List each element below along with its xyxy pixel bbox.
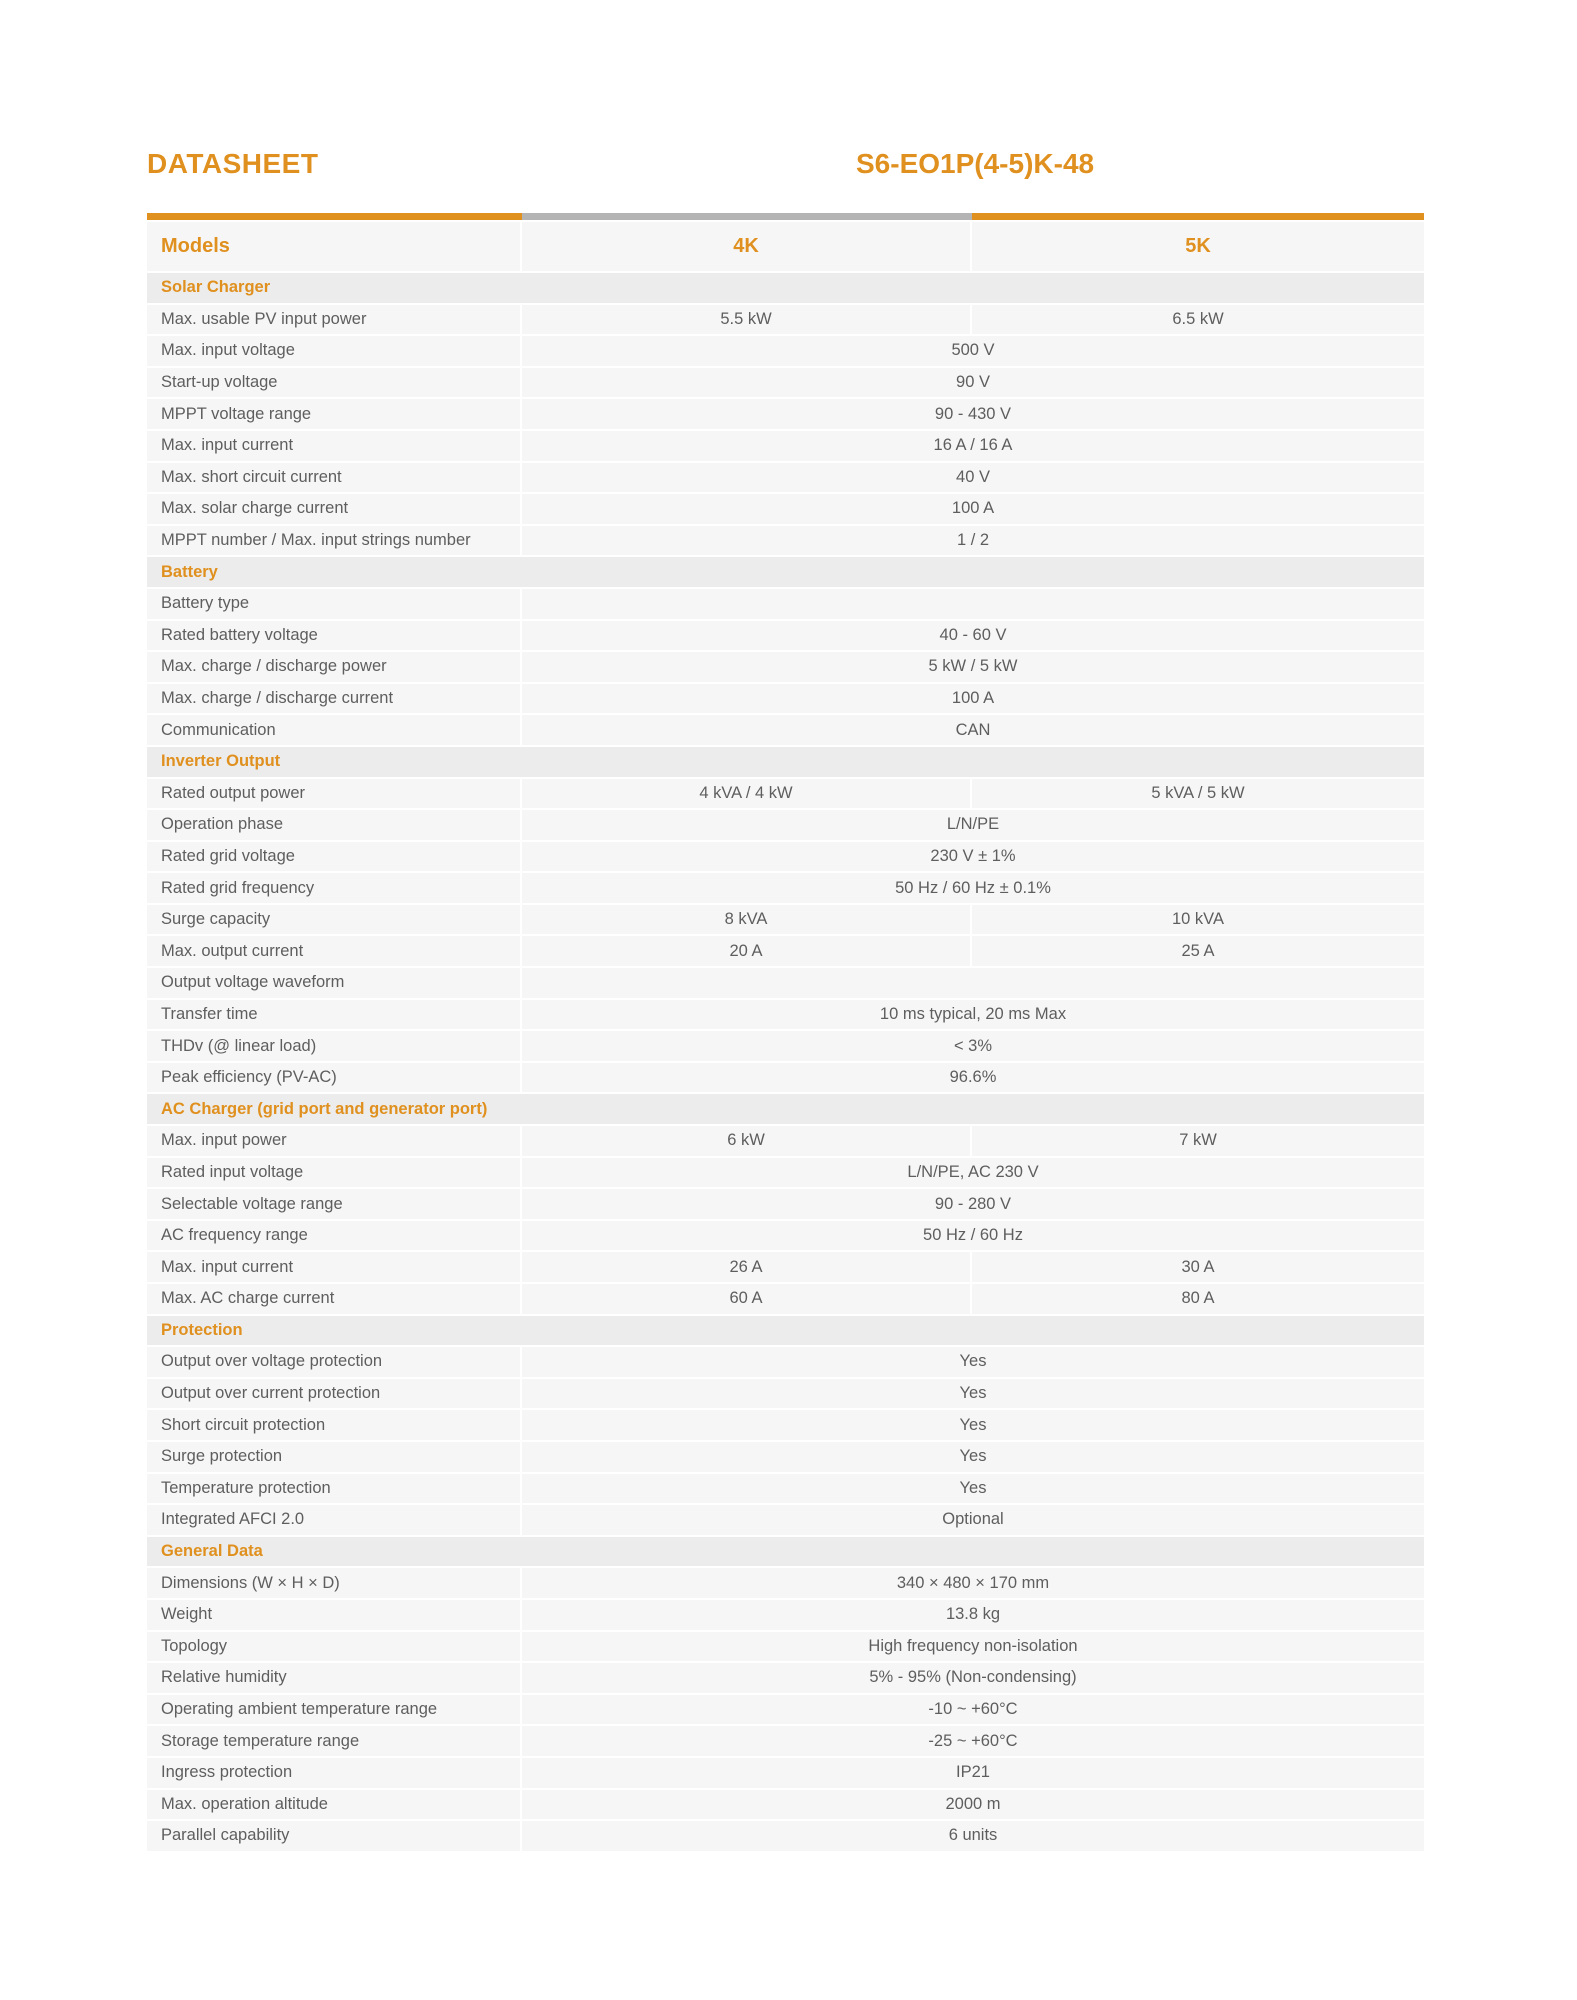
spec-label: Max. input voltage xyxy=(147,336,522,366)
section-header-row xyxy=(147,747,1424,779)
spec-value-shared: 16 A / 16 A xyxy=(522,431,1424,461)
spec-value-shared xyxy=(522,968,1424,998)
spec-row xyxy=(147,621,1424,653)
spec-value-shared: 10 ms typical, 20 ms Max xyxy=(522,1000,1424,1030)
spec-row xyxy=(147,589,1424,621)
models-label: Models xyxy=(147,222,522,271)
spec-row xyxy=(147,905,1424,937)
header-accent-bar xyxy=(147,213,1424,220)
spec-label: Ingress protection xyxy=(147,1758,522,1788)
spec-label: Dimensions (W × H × D) xyxy=(147,1568,522,1598)
spec-value-shared: Yes xyxy=(522,1379,1424,1409)
section-title: Battery xyxy=(147,557,1424,587)
spec-row xyxy=(147,368,1424,400)
spec-label: Max. short circuit current xyxy=(147,463,522,493)
spec-row xyxy=(147,1790,1424,1822)
spec-row xyxy=(147,1158,1424,1190)
spec-label: Parallel capability xyxy=(147,1821,522,1851)
spec-label: MPPT number / Max. input strings number xyxy=(147,526,522,556)
spec-value-4k: 26 A xyxy=(522,1252,972,1282)
spec-value-shared: Yes xyxy=(522,1442,1424,1472)
spec-row xyxy=(147,1063,1424,1095)
spec-label: Max. output current xyxy=(147,936,522,966)
spec-value-shared: Yes xyxy=(522,1474,1424,1504)
spec-row xyxy=(147,1726,1424,1758)
spec-value-5k: 80 A xyxy=(972,1284,1424,1314)
spec-value-shared: 340 × 480 × 170 mm xyxy=(522,1568,1424,1598)
section-header-row xyxy=(147,273,1424,305)
models-row xyxy=(147,222,1424,273)
spec-label: Operation phase xyxy=(147,810,522,840)
spec-value-shared: IP21 xyxy=(522,1758,1424,1788)
spec-label: Max. input current xyxy=(147,431,522,461)
spec-value-4k: 8 kVA xyxy=(522,905,972,935)
spec-row xyxy=(147,968,1424,1000)
spec-row xyxy=(147,494,1424,526)
spec-row xyxy=(147,1695,1424,1727)
spec-value-4k: 5.5 kW xyxy=(522,305,972,335)
section-header-row xyxy=(147,1316,1424,1348)
spec-value-5k: 10 kVA xyxy=(972,905,1424,935)
model-4k-header: 4K xyxy=(522,222,972,271)
spec-label: Max. input current xyxy=(147,1252,522,1282)
spec-row xyxy=(147,1663,1424,1695)
spec-value-shared: 90 - 280 V xyxy=(522,1189,1424,1219)
spec-row xyxy=(147,1505,1424,1537)
spec-label: Max. solar charge current xyxy=(147,494,522,524)
spec-row xyxy=(147,1031,1424,1063)
spec-label: Output voltage waveform xyxy=(147,968,522,998)
spec-row xyxy=(147,1821,1424,1853)
datasheet-title: DATASHEET xyxy=(147,148,319,179)
spec-value-shared xyxy=(522,589,1424,619)
spec-label: Max. charge / discharge power xyxy=(147,652,522,682)
spec-row xyxy=(147,936,1424,968)
spec-row xyxy=(147,1632,1424,1664)
spec-label: Selectable voltage range xyxy=(147,1189,522,1219)
spec-label: Start-up voltage xyxy=(147,368,522,398)
section-header-row xyxy=(147,557,1424,589)
spec-row xyxy=(147,1284,1424,1316)
section-title: AC Charger (grid port and generator port) xyxy=(147,1094,1424,1124)
accent-bar-orange-left xyxy=(147,213,522,220)
spec-row xyxy=(147,399,1424,431)
spec-label: Weight xyxy=(147,1600,522,1630)
spec-label: Output over current protection xyxy=(147,1379,522,1409)
spec-label: Battery type xyxy=(147,589,522,619)
spec-row xyxy=(147,1474,1424,1506)
spec-value-5k: 25 A xyxy=(972,936,1424,966)
spec-label: Transfer time xyxy=(147,1000,522,1030)
spec-value-shared: < 3% xyxy=(522,1031,1424,1061)
spec-value-shared: 5% - 95% (Non-condensing) xyxy=(522,1663,1424,1693)
spec-row xyxy=(147,1758,1424,1790)
spec-value-shared: 2000 m xyxy=(522,1790,1424,1820)
spec-value-shared: 90 V xyxy=(522,368,1424,398)
spec-value-4k: 20 A xyxy=(522,936,972,966)
spec-label: Short circuit protection xyxy=(147,1410,522,1440)
spec-label: Max. AC charge current xyxy=(147,1284,522,1314)
spec-value-shared: Yes xyxy=(522,1410,1424,1440)
spec-value-shared: CAN xyxy=(522,715,1424,745)
spec-value-5k: 7 kW xyxy=(972,1126,1424,1156)
model-5k-header: 5K xyxy=(972,222,1424,271)
section-title: Inverter Output xyxy=(147,747,1424,777)
spec-label: Rated input voltage xyxy=(147,1158,522,1188)
spec-row xyxy=(147,1600,1424,1632)
spec-value-shared: 40 - 60 V xyxy=(522,621,1424,651)
spec-value-shared: -10 ~ +60°C xyxy=(522,1695,1424,1725)
section-title: General Data xyxy=(147,1537,1424,1567)
spec-value-shared: L/N/PE xyxy=(522,810,1424,840)
spec-value-4k: 6 kW xyxy=(522,1126,972,1156)
spec-value-shared: 50 Hz / 60 Hz ± 0.1% xyxy=(522,873,1424,903)
spec-value-shared: 5 kW / 5 kW xyxy=(522,652,1424,682)
spec-value-shared: 1 / 2 xyxy=(522,526,1424,556)
spec-value-shared: High frequency non-isolation xyxy=(522,1632,1424,1662)
spec-label: Storage temperature range xyxy=(147,1726,522,1756)
spec-row xyxy=(147,336,1424,368)
spec-value-shared: 500 V xyxy=(522,336,1424,366)
spec-row xyxy=(147,1442,1424,1474)
spec-label: Rated battery voltage xyxy=(147,621,522,651)
spec-value-4k: 4 kVA / 4 kW xyxy=(522,779,972,809)
spec-value-shared: L/N/PE, AC 230 V xyxy=(522,1158,1424,1188)
spec-row xyxy=(147,1410,1424,1442)
spec-value-shared: 90 - 430 V xyxy=(522,399,1424,429)
spec-label: Surge protection xyxy=(147,1442,522,1472)
spec-label: Operating ambient temperature range xyxy=(147,1695,522,1725)
spec-label: Temperature protection xyxy=(147,1474,522,1504)
spec-value-shared: 100 A xyxy=(522,684,1424,714)
spec-value-shared: 40 V xyxy=(522,463,1424,493)
spec-label: Rated output power xyxy=(147,779,522,809)
spec-label: Relative humidity xyxy=(147,1663,522,1693)
spec-label: Communication xyxy=(147,715,522,745)
section-title: Protection xyxy=(147,1316,1424,1346)
spec-label: Max. usable PV input power xyxy=(147,305,522,335)
section-header-row xyxy=(147,1537,1424,1569)
spec-label: Peak efficiency (PV-AC) xyxy=(147,1063,522,1093)
spec-value-shared: Optional xyxy=(522,1505,1424,1535)
spec-row xyxy=(147,842,1424,874)
spec-label: AC frequency range xyxy=(147,1221,522,1251)
spec-label: Max. charge / discharge current xyxy=(147,684,522,714)
spec-label: Max. input power xyxy=(147,1126,522,1156)
spec-row xyxy=(147,305,1424,337)
spec-value-shared: 50 Hz / 60 Hz xyxy=(522,1221,1424,1251)
spec-value-4k: 60 A xyxy=(522,1284,972,1314)
spec-row xyxy=(147,1568,1424,1600)
spec-row xyxy=(147,1347,1424,1379)
accent-bar-orange-right xyxy=(972,213,1424,220)
spec-label: MPPT voltage range xyxy=(147,399,522,429)
spec-value-5k: 6.5 kW xyxy=(972,305,1424,335)
spec-row xyxy=(147,431,1424,463)
model-code-title: S6-EO1P(4-5)K-48 xyxy=(856,148,1095,179)
spec-row xyxy=(147,1189,1424,1221)
spec-label: THDv (@ linear load) xyxy=(147,1031,522,1061)
spec-row xyxy=(147,1252,1424,1284)
spec-row xyxy=(147,463,1424,495)
spec-value-shared: 96.6% xyxy=(522,1063,1424,1093)
spec-value-shared: 13.8 kg xyxy=(522,1600,1424,1630)
spec-row xyxy=(147,652,1424,684)
spec-row xyxy=(147,873,1424,905)
spec-value-shared: 230 V ± 1% xyxy=(522,842,1424,872)
spec-row xyxy=(147,715,1424,747)
spec-label: Topology xyxy=(147,1632,522,1662)
spec-label: Integrated AFCI 2.0 xyxy=(147,1505,522,1535)
spec-label: Rated grid voltage xyxy=(147,842,522,872)
spec-row xyxy=(147,1221,1424,1253)
section-header-row xyxy=(147,1094,1424,1126)
spec-row xyxy=(147,526,1424,558)
spec-table xyxy=(147,222,1424,1853)
spec-row xyxy=(147,779,1424,811)
spec-row xyxy=(147,1000,1424,1032)
spec-row xyxy=(147,1379,1424,1411)
spec-label: Rated grid frequency xyxy=(147,873,522,903)
spec-label: Surge capacity xyxy=(147,905,522,935)
spec-row xyxy=(147,684,1424,716)
spec-label: Output over voltage protection xyxy=(147,1347,522,1377)
spec-value-5k: 30 A xyxy=(972,1252,1424,1282)
header xyxy=(147,148,1424,188)
spec-value-shared: -25 ~ +60°C xyxy=(522,1726,1424,1756)
spec-row xyxy=(147,1126,1424,1158)
spec-value-shared: 100 A xyxy=(522,494,1424,524)
spec-value-5k: 5 kVA / 5 kW xyxy=(972,779,1424,809)
spec-value-shared: Yes xyxy=(522,1347,1424,1377)
spec-row xyxy=(147,810,1424,842)
accent-bar-grey-middle xyxy=(522,213,972,220)
spec-value-shared: 6 units xyxy=(522,1821,1424,1851)
spec-label: Max. operation altitude xyxy=(147,1790,522,1820)
section-title: Solar Charger xyxy=(147,273,1424,303)
